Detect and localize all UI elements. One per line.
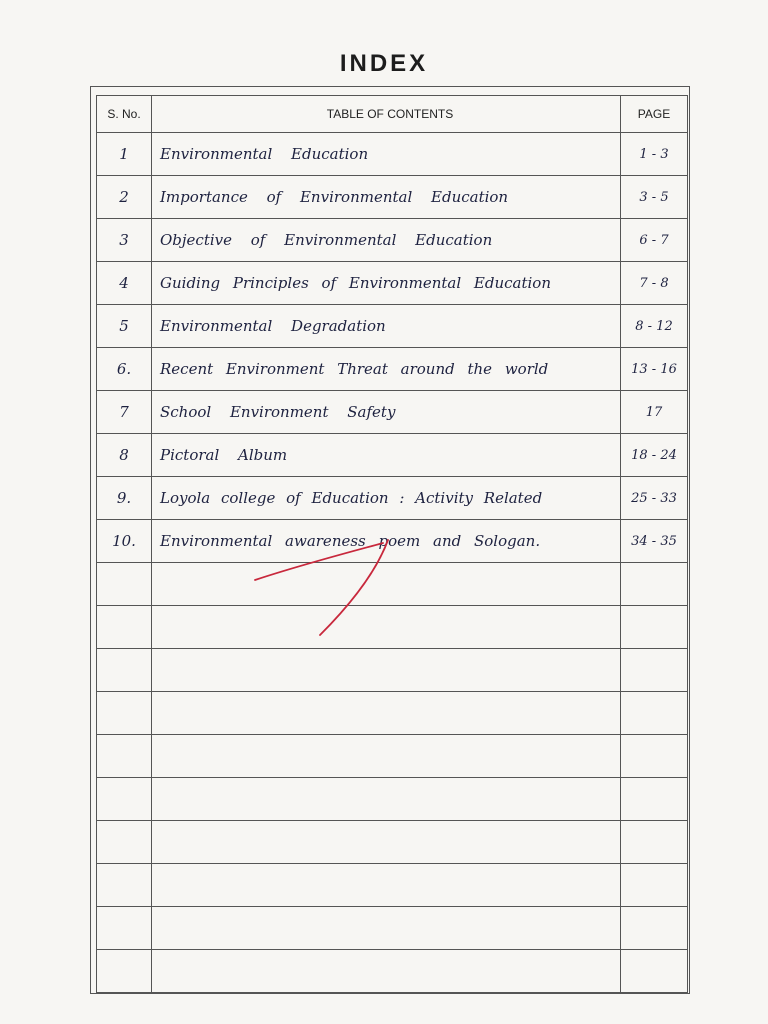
empty-cell [621, 821, 688, 864]
empty-row [97, 649, 688, 692]
table-body [97, 133, 688, 993]
table-row [97, 262, 688, 305]
empty-cell [152, 563, 621, 606]
table-row [97, 348, 688, 391]
row-page: 13 - 16 [621, 348, 688, 391]
row-sno: 7 [97, 391, 152, 434]
row-page: 25 - 33 [621, 477, 688, 520]
row-title: Environmental Degradation [152, 305, 621, 348]
row-page: 7 - 8 [621, 262, 688, 305]
header-row [97, 96, 688, 133]
empty-cell [152, 649, 621, 692]
table-row [97, 219, 688, 262]
empty-row [97, 907, 688, 950]
row-title: Objective of Environmental Education [152, 219, 621, 262]
row-sno: 10. [97, 520, 152, 563]
row-title: Environmental Education [152, 133, 621, 176]
header-contents: TABLE OF CONTENTS [152, 96, 621, 133]
row-page: 3 - 5 [621, 176, 688, 219]
empty-cell [152, 778, 621, 821]
empty-cell [97, 821, 152, 864]
empty-cell [97, 606, 152, 649]
empty-cell [152, 735, 621, 778]
empty-cell [152, 864, 621, 907]
empty-cell [152, 907, 621, 950]
row-title: Environmental awareness poem and Sologan. [152, 520, 621, 563]
row-sno: 9. [97, 477, 152, 520]
row-title: Recent Environment Threat around the world [152, 348, 621, 391]
row-page: 17 [621, 391, 688, 434]
empty-cell [97, 735, 152, 778]
page-title: INDEX [339, 50, 429, 77]
empty-cell [97, 778, 152, 821]
empty-cell [152, 692, 621, 735]
row-title: Pictoral Album [152, 434, 621, 477]
table-row [97, 477, 688, 520]
row-sno: 8 [97, 434, 152, 477]
empty-row [97, 950, 688, 993]
row-page: 34 - 35 [621, 520, 688, 563]
row-page: 6 - 7 [621, 219, 688, 262]
row-title: Importance of Environmental Education [152, 176, 621, 219]
row-sno: 6. [97, 348, 152, 391]
empty-cell [621, 735, 688, 778]
row-title: Guiding Principles of Environmental Education [152, 262, 621, 305]
empty-cell [152, 606, 621, 649]
table-row [97, 176, 688, 219]
empty-cell [97, 563, 152, 606]
empty-row [97, 606, 688, 649]
empty-row [97, 821, 688, 864]
empty-cell [621, 692, 688, 735]
index-table [96, 95, 688, 993]
empty-cell [97, 950, 152, 993]
row-title: School Environment Safety [152, 391, 621, 434]
row-title: Loyola college of Education : Activity Related [152, 477, 621, 520]
empty-cell [621, 950, 688, 993]
empty-cell [621, 907, 688, 950]
row-sno: 2 [97, 176, 152, 219]
table-row [97, 305, 688, 348]
table-row [97, 434, 688, 477]
empty-row [97, 692, 688, 735]
empty-cell [152, 950, 621, 993]
row-sno: 3 [97, 219, 152, 262]
header-sno: S. No. [97, 96, 152, 133]
empty-row [97, 563, 688, 606]
row-sno: 4 [97, 262, 152, 305]
empty-cell [621, 864, 688, 907]
empty-cell [621, 649, 688, 692]
empty-cell [97, 649, 152, 692]
empty-cell [97, 907, 152, 950]
empty-row [97, 735, 688, 778]
empty-row [97, 778, 688, 821]
row-sno: 1 [97, 133, 152, 176]
empty-cell [621, 563, 688, 606]
table-row [97, 133, 688, 176]
empty-cell [97, 864, 152, 907]
row-page: 18 - 24 [621, 434, 688, 477]
empty-cell [621, 778, 688, 821]
empty-cell [97, 692, 152, 735]
empty-row [97, 864, 688, 907]
row-page: 8 - 12 [621, 305, 688, 348]
row-sno: 5 [97, 305, 152, 348]
header-page: PAGE [621, 96, 688, 133]
table-row [97, 520, 688, 563]
empty-cell [152, 821, 621, 864]
row-page: 1 - 3 [621, 133, 688, 176]
table-row [97, 391, 688, 434]
empty-cell [621, 606, 688, 649]
